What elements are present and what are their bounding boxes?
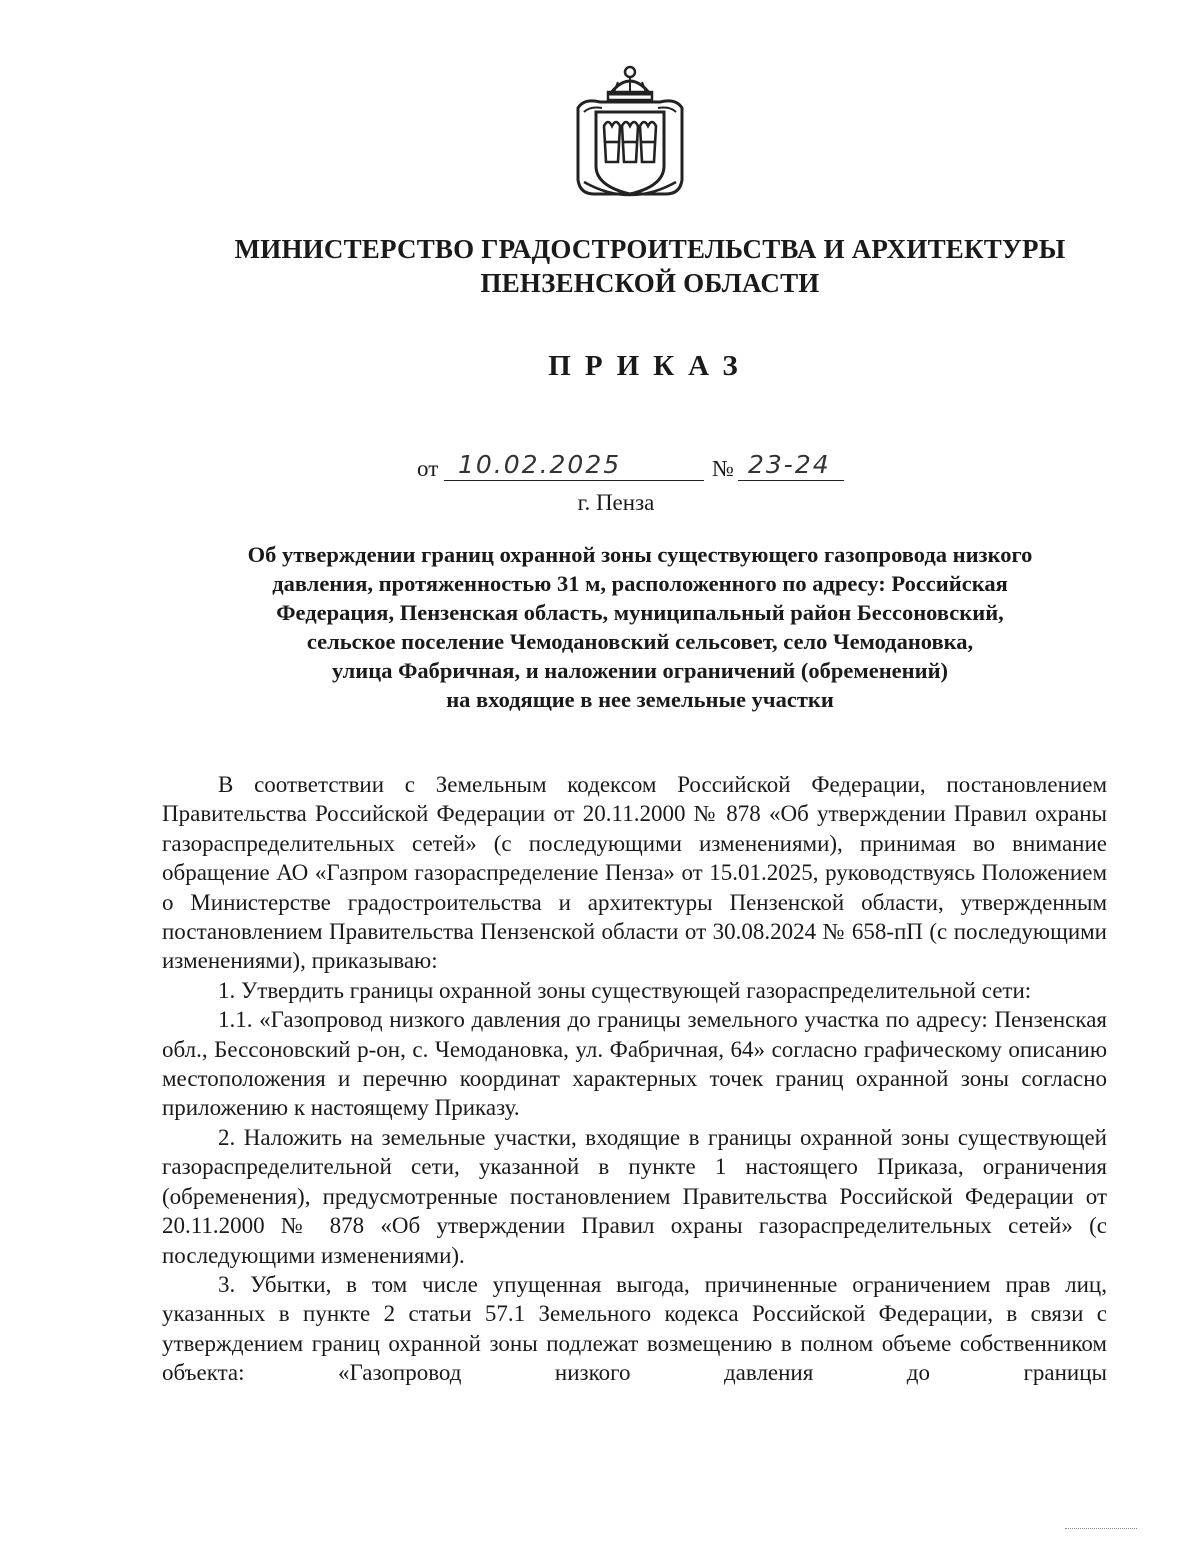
paragraph-item-1-1: 1.1. «Газопровод низкого давления до границы земельного участка по адресу: Пензенская обл., Бессоновский р-он, с. Чемодановка, ул. Фабричная, 64» согласно графическому описанию местоположения и перечню координат характерных точек границ охранной зоны согласно приложению к настоящему Приказу.	[162, 1007, 1107, 1121]
paragraph-item-1: 1. Утвердить границы охранной зоны существующей газораспределительной сети:	[218, 977, 1032, 1003]
subject-line: давления, протяженностью 31 м, расположенного по адресу: Российская	[272, 571, 1008, 596]
number-label: №	[712, 456, 734, 481]
date-label: от	[417, 456, 439, 481]
subject-line: улица Фабричная, и наложении ограничений (обременений)	[331, 658, 949, 683]
ministry-line-2: ПЕНЗЕНСКОЙ ОБЛАСТИ	[480, 268, 820, 298]
subject-line: Об утверждении границ охранной зоны существующего газопровода низкого	[247, 542, 1033, 567]
date-number-line	[0, 450, 1200, 490]
handwritten-date: 10.02.2025	[458, 450, 622, 479]
paragraph-item-2: 2. Наложить на земельные участки, входящие в границы охранной зоны существующей газораспределительной сети, указанной в пункте 1 настоящего Приказа, ограничения (обременения), предусмотренные постановлением Правительства Российской Федерации от 20.11.2000 № 878 «Об утверждении Правил охраны газораспределительных сетей» (с последующими изменениями).	[162, 1124, 1107, 1268]
document-subject	[160, 540, 1120, 714]
number-underline	[738, 480, 844, 481]
subject-line: на входящие в нее земельные участки	[446, 687, 834, 712]
subject-line: сельское поселение Чемодановский сельсовет, село Чемодановка,	[306, 629, 974, 654]
paragraph-item-3: 3. Убытки, в том числе упущенная выгода, причиненные ограничением прав лиц, указанных в пункте 2 статьи 57.1 Земельного кодекса Российской Федерации, в связи с утверждением границ охранной зоны подлежат возмещению в полном объеме собственником объекта: «Газопровод низкого давления до границы	[162, 1271, 1107, 1386]
handwritten-number: 23-24	[748, 450, 831, 479]
document-body	[162, 770, 1107, 1388]
subject-line: Федерация, Пензенская область, муниципальный район Бессоновский,	[276, 600, 1004, 625]
date-underline	[444, 480, 704, 481]
coat-of-arms-icon	[570, 62, 690, 210]
city: г. Пенза	[577, 490, 655, 515]
paragraph-preamble: В соответствии с Земельным кодексом Российской Федерации, постановлением Правительства Российской Федерации от 20.11.2000 № 878 «Об утверждении Правил охраны газораспределительных сетей» (с последующими изменениями), принимая во внимание обращение АО «Газпром газораспределение Пенза» от 15.01.2025, руководствуясь Положением о Министерстве градостроительства и архитектуры Пензенской области, утвержденным постановлением Правительства Пензенской области от 30.08.2024 № 658-пП (с последующими изменениями), приказываю:	[162, 772, 1107, 974]
page-footer-dots	[1065, 1528, 1137, 1529]
document-type-title: ПРИКАЗ	[548, 350, 752, 382]
ministry-line-1: МИНИСТЕРСТВО ГРАДОСТРОИТЕЛЬСТВА И АРХИТЕКТУРЫ	[234, 234, 1066, 264]
ministry-name	[150, 232, 1150, 300]
